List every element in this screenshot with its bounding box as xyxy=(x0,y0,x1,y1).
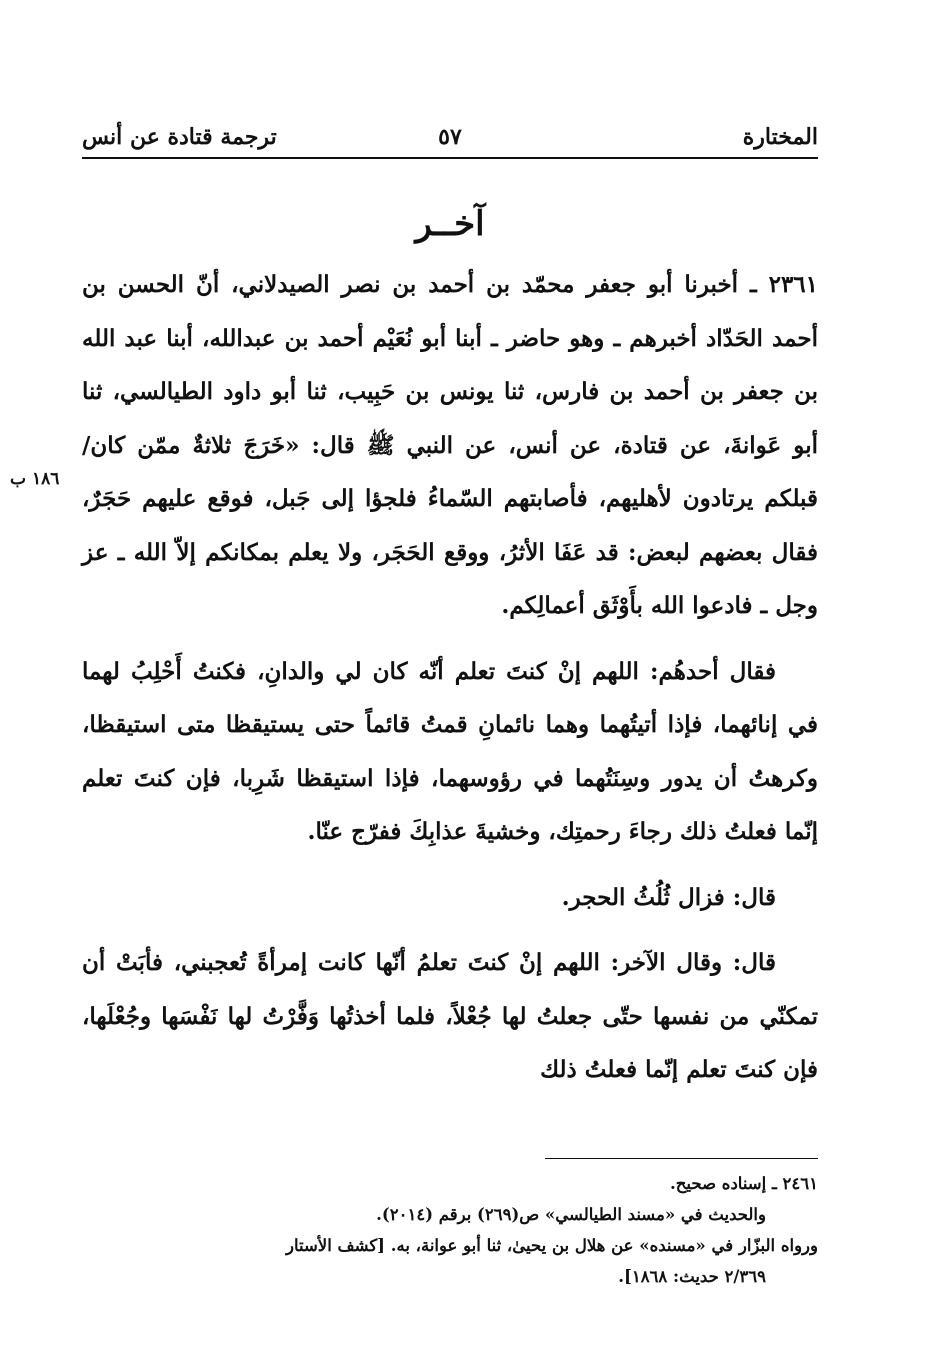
footnotes xyxy=(82,1168,818,1292)
footnote-line: ٢/٣٦٩ حديث: ١٨٦٨]. xyxy=(618,1267,766,1286)
header-chapter-title: ترجمة قتادة عن أنس xyxy=(82,124,277,150)
margin-folio-note: ١٨٦ ب xyxy=(10,469,60,489)
main-text xyxy=(82,258,818,1097)
footnote-line: ورواه البزّار في «مسنده» عن هلال بن يحيىٰ، ثنا أبو عوانة، به. [كشف الأستار xyxy=(285,1236,818,1255)
section-title: آخــر xyxy=(415,204,485,244)
page-number: ٥٧ xyxy=(438,124,462,150)
footnote-line: والحديث في «مسند الطيالسي» ص(٢٦٩) برقم (٢٠١٤). xyxy=(376,1205,766,1224)
story-paragraph-second-man: قال: وقال الآخر: اللهم إنْ كنتَ تعلمُ أنّها كانت إمرأةً تُعجبني، فأبَتْ أن تمكنّي من نفسها حتّى جعلتُ لها جُعْلاً، فلما أخذتُها وَفَّرْتُ لها نَفْسَها وجُعْلَها، فإن كنتَ تعلم إنّما فعلتُ ذلك xyxy=(82,949,818,1083)
footnote-line: ٢٤٦١ ـ إسناده صحيح. xyxy=(670,1174,818,1193)
header-rule xyxy=(82,157,818,159)
footnote-rule xyxy=(545,1158,818,1159)
story-paragraph-first-man: فقال أحدهُم: اللهم إنْ كنتَ تعلم أنّه كان لي والدانِ، فكنتُ أَحْلِبُ لهما في إنائهما، فإذا أتيتُهما وهما نائمانِ قمتُ قائماً حتى يستيقظا متى استيقظا، وكرهتُ أن يدور وسِنَتُهما في رؤوسهما، فإذا استيقظا شَرِبا، فإن كنتَ تعلم إنّما فعلتُ ذلك رجاءَ رحمتِك، وخشيةَ عذابِكَ ففرّج عنّا. xyxy=(82,657,818,845)
hadith-paragraph: ٢٣٦١ ـ أخبرنا أبو جعفر محمّد بن أحمد بن نصر الصيدلاني، أنّ الحسن بن أحمد الحَدّاد أخبرهم ـ وهو حاضر ـ أبنا أبو نُعَيْم أحمد بن عبدالله، أبنا عبد الله بن جعفر بن أحمد بن فارس، ثنا يونس بن حَبِيب، ثنا أبو داود الطيالسي، ثنا أبو عَوانةَ، عن قتادة، عن أنس، عن النبي ﷺ قال: «خَرَجَ ثلاثةٌ ممّن كان/ قبلكم يرتادون لأهليهم، فأصابتهم السّماءُ فلجؤا إلى جَبل، فوقع عليهم حَجَرٌ، فقال بعضهم لبعض: قد عَفَا الأثرُ، ووقع الحَجَر، ولا يعلم بمكانكم إلاّ الله ـ عز وجل ـ فادعوا الله بأَوْثَق أعمالِكم. xyxy=(82,271,819,619)
running-header xyxy=(82,122,818,156)
story-paragraph-third-of-rock: قال: فزال ثُلُثُ الحجر. xyxy=(561,883,776,911)
header-book-title: المختارة xyxy=(742,124,818,150)
